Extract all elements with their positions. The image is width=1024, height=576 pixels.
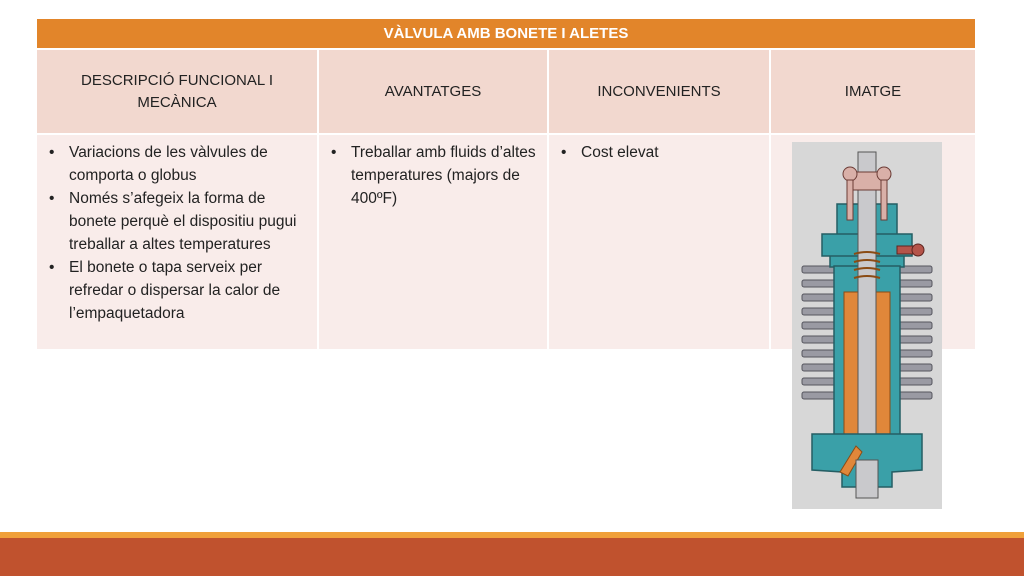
- header-description: DESCRIPCIÓ FUNCIONAL I MECÀNICA: [37, 50, 319, 133]
- advantages-list: [325, 141, 539, 210]
- header-disadvantages: INCONVENIENTS: [549, 50, 771, 133]
- table-header-row: [37, 50, 975, 133]
- valve-with-bonnet-icon: [792, 142, 942, 509]
- list-item: • Només s’afegeix la forma de bonete perquè el dispositiu pugui treballar a altes temperatures: [43, 187, 309, 256]
- description-cell: [37, 135, 319, 349]
- footer-bar: [0, 538, 1024, 576]
- disadvantages-cell: [549, 135, 771, 349]
- list-item: • El bonete o tapa serveix per refredar o dispersar la calor de l’empaquetadora: [43, 256, 309, 325]
- disadvantages-list: [555, 141, 761, 164]
- description-list: [43, 141, 309, 325]
- list-item: • Treballar amb fluids d’altes temperatures (majors de 400ºF): [325, 141, 539, 210]
- valve-illustration: [792, 142, 942, 509]
- list-item: • Cost elevat: [555, 141, 761, 164]
- advantages-cell: [319, 135, 549, 349]
- list-item: • Variacions de les vàlvules de comporta o globus: [43, 141, 309, 187]
- table-title: VÀLVULA AMB BONETE I ALETES: [37, 19, 975, 50]
- header-advantages: AVANTATGES: [319, 50, 549, 133]
- header-image: IMATGE: [844, 82, 902, 100]
